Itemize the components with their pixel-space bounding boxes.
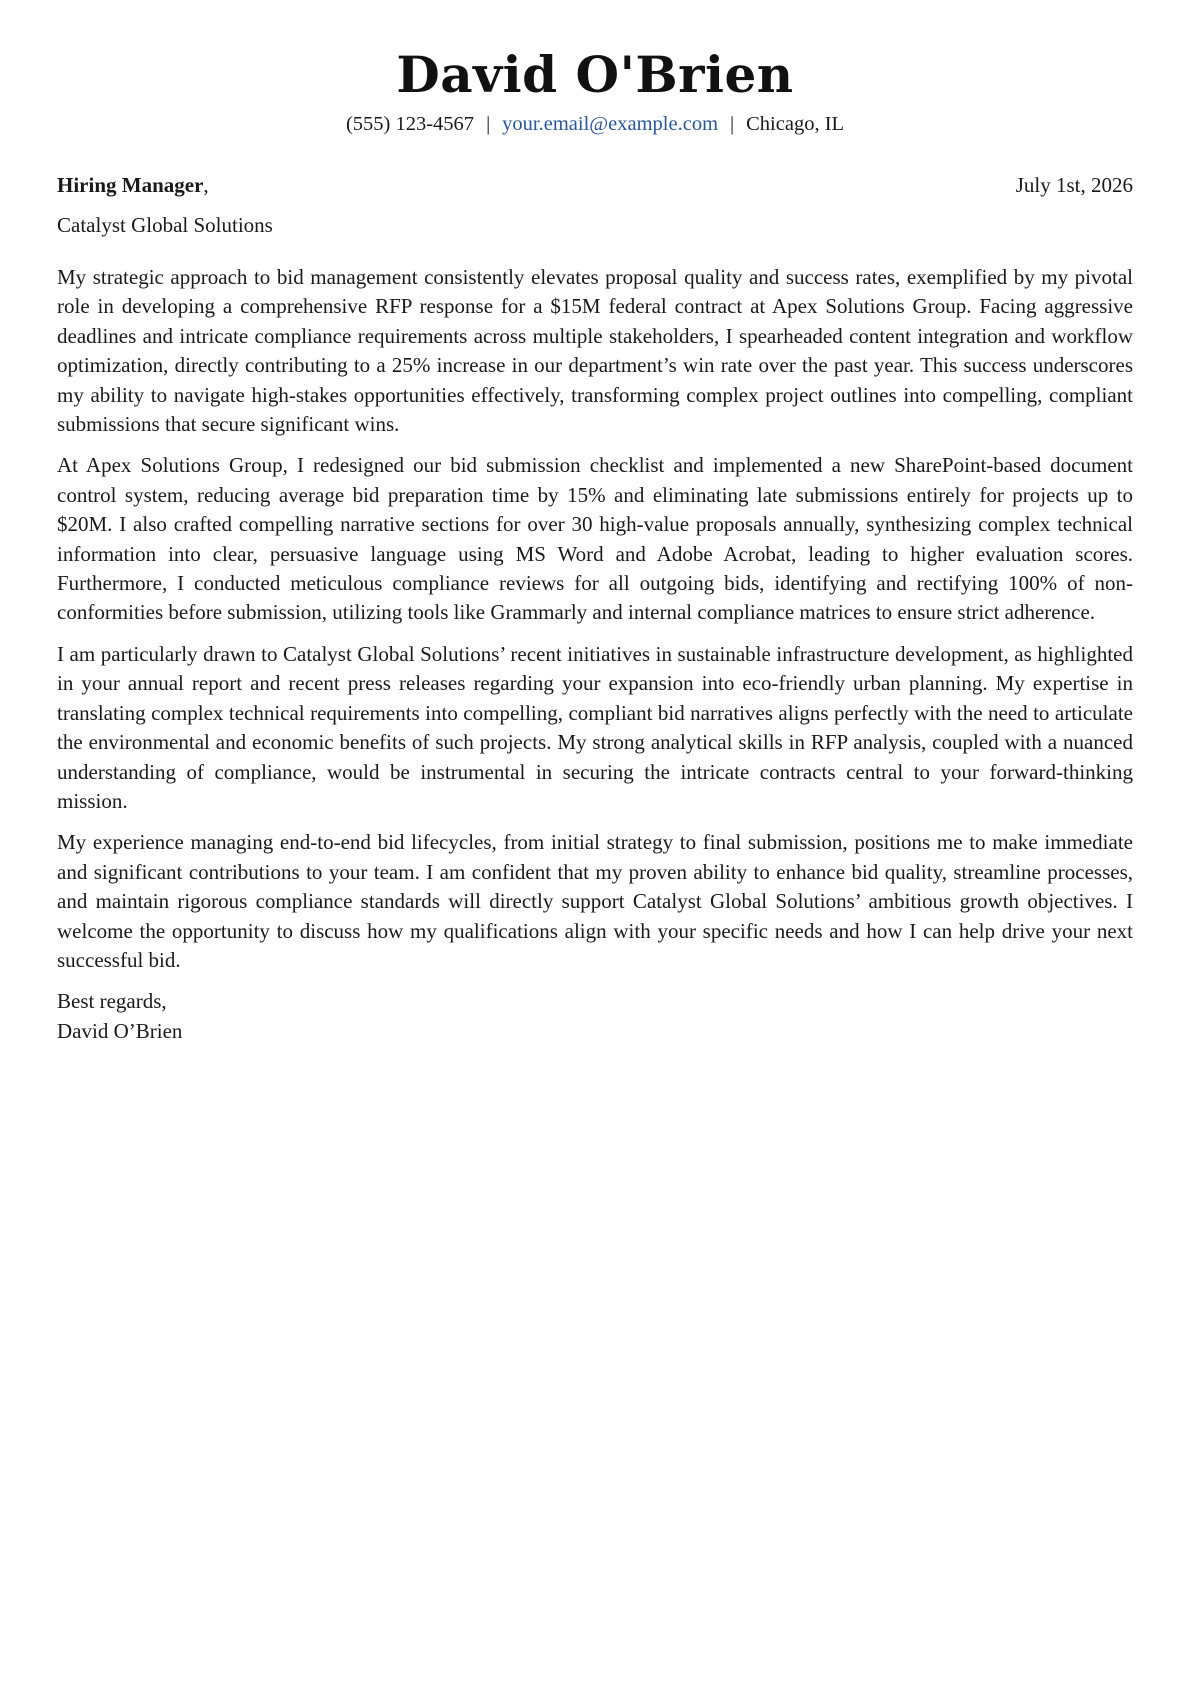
body-paragraph: My experience managing end-to-end bid lifecycles, from initial strategy to final submission, positions me to make immediate and significant contributions to your team. I am confident that my proven ability to enhance bid quality, streamline processes, and maintain rigorous compliance standards will directly support Catalyst Global Solutions’ ambitious growth objectives. I welcome the opportunity to discuss how my qualifications align with your specific needs and how I can help drive your next successful bid.	[57, 830, 1133, 972]
body-paragraph: At Apex Solutions Group, I redesigned our bid submission checklist and implemented a new SharePoint-based document control system, reducing average bid preparation time by 15% and eliminating late submissions entirely for projects up to $20M. I also crafted compelling narrative sections for over 30 high-value proposals annually, synthesizing complex technical information into clear, persuasive language using MS Word and Adobe Acrobat, leading to higher evaluation scores. Furthermore, I conducted meticulous compliance reviews for all outgoing bids, identifying and rectifying 100% of non-conformities before submission, utilizing tools like Grammarly and internal compliance matrices to ensure strict adherence.	[57, 453, 1133, 625]
salutation	[57, 171, 209, 199]
salutation-punct: ,	[203, 173, 209, 197]
location: Chicago, IL	[746, 113, 845, 135]
recipient-row	[57, 171, 1133, 199]
body-paragraph: My strategic approach to bid management consistently elevates proposal quality and success rates, exemplified by my pivotal role in developing a comprehensive RFP response for a $15M federal contract at Apex Solutions Group. Facing aggressive deadlines and intricate compliance requirements across multiple stakeholders, I spearheaded content integration and workflow optimization, directly contributing to a 25% increase in our department’s win rate over the past year. This success underscores my ability to navigate high-stakes opportunities effectively, transforming complex project outlines into compelling, compliant submissions that secure significant wins.	[57, 265, 1133, 437]
letter-date: July 1st, 2026	[1015, 173, 1133, 197]
applicant-name: David O'Brien	[396, 45, 794, 104]
contact-separator: |	[486, 113, 491, 135]
cover-letter-page	[57, 0, 1133, 1046]
contact-line	[57, 111, 1133, 137]
phone-number: (555) 123-4567	[345, 113, 475, 135]
body-paragraph: I am particularly drawn to Catalyst Global Solutions’ recent initiatives in sustainable infrastructure development, as highlighted in your annual report and recent press releases regarding your expansion into eco-friendly urban planning. My expertise in translating complex technical requirements into compelling, compliant bid narratives aligns perfectly with the need to articulate the environmental and economic benefits of such projects. My strong analytical skills in RFP analysis, coupled with a nuanced understanding of compliance, would be instrumental in securing the intricate contracts central to your forward-thinking mission.	[57, 641, 1133, 813]
email-link[interactable]: your.email@example.com	[502, 113, 719, 135]
sign-off: Best regards,	[57, 989, 167, 1014]
letter-closing	[57, 987, 1133, 1046]
recipient-name: Hiring Manager	[57, 173, 204, 197]
contact-separator: |	[730, 113, 735, 135]
signature-name: David O’Brien	[57, 1018, 183, 1043]
recipient-company: Catalyst Global Solutions	[57, 213, 273, 237]
letter-body	[57, 263, 1133, 975]
